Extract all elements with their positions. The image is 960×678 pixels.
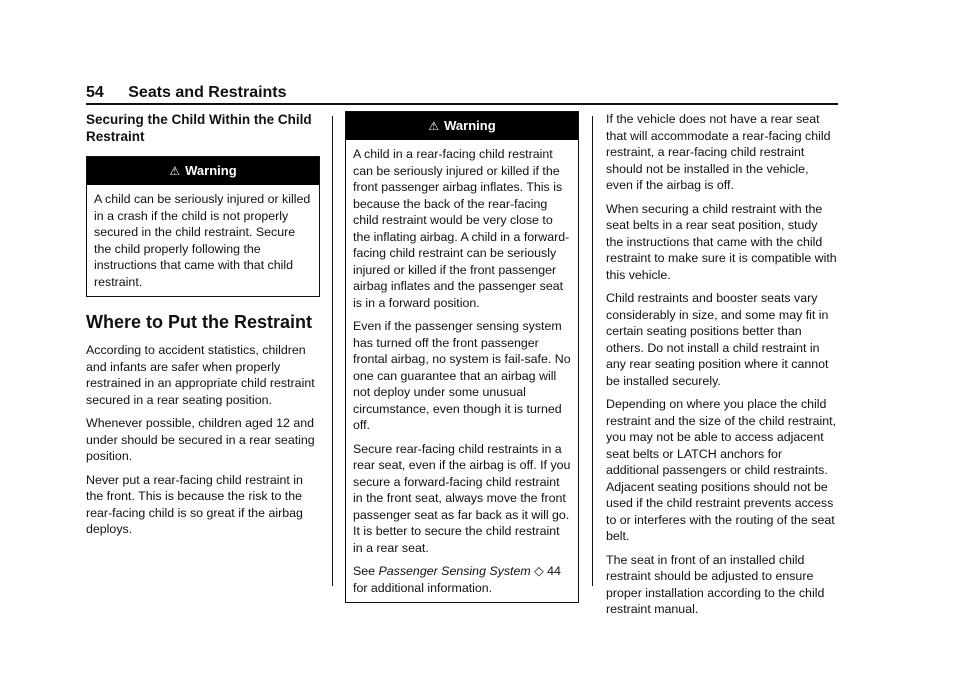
- paragraph: Depending on where you place the child restraint and the size of the child restraint, you may not be able to access adjacent seat belts or LATCH anchors for additional passengers or child restraints. Adjacent seating positions should not be used if the child restraint prevents access to or interferes with the routing of the seat belt.: [606, 397, 837, 543]
- ref-page[interactable]: 44: [547, 564, 561, 578]
- warning-text: A child can be seriously injured or killed in a crash if the child is not properly secured in the child restraint. Secure the child properly following the instructions that came with that child restraint.: [94, 192, 311, 289]
- warning-header: [346, 112, 578, 140]
- column-right: [606, 111, 838, 625]
- warning-box: [345, 111, 579, 603]
- paragraph: If the vehicle does not have a rear seat that will accommodate a rear-facing child restraint, a rear-facing child restraint should not be installed in the vehicle, even if the airbag is off.: [606, 112, 831, 192]
- cross-reference: [353, 563, 572, 596]
- paragraph: When securing a child restraint with the seat belts in a rear seat position, study the instructions that came with the child restraint to make sure it is compatible with this vehicle.: [606, 201, 837, 282]
- warning-paragraph: Even if the passenger sensing system has turned off the front passenger frontal airbag, no system is fail-safe. No one can guarantee that an airbag will not deploy under some unusual circumstance, even though it is turned off.: [353, 319, 571, 432]
- paragraph: The seat in front of an installed child restraint should be adjusted to ensure proper installation according to the child restraint manual.: [606, 552, 825, 616]
- warning-header: [87, 157, 319, 185]
- column-left: [86, 111, 320, 545]
- page-ref-arrow-icon: ◇: [534, 564, 544, 578]
- ref-link[interactable]: Passenger Sensing System: [378, 564, 531, 578]
- warning-paragraph: Secure rear-facing child restraints in a rear seat, even if the airbag is off. If you secure a forward-facing child restraint in the front seat, always move the front passenger seat as far back as it will go. It is better to secure the child restraint in a rear seat.: [353, 441, 571, 555]
- ref-prefix: See: [353, 564, 379, 578]
- section-heading: Where to Put the Restraint: [86, 312, 313, 332]
- warning-body: [346, 140, 578, 602]
- warning-box: [86, 156, 320, 297]
- ref-suffix: for additional information.: [353, 580, 493, 595]
- column-divider: [332, 116, 333, 586]
- warning-body: [87, 185, 319, 296]
- paragraph: Whenever possible, children aged 12 and under should be secured in a rear seating position.: [86, 416, 315, 463]
- column-divider: [592, 116, 593, 586]
- page-header: [86, 84, 287, 102]
- page-number: 54: [86, 84, 104, 101]
- section-title: Seats and Restraints: [128, 84, 287, 101]
- warning-title: Warning: [185, 163, 237, 178]
- warning-icon: ⚠: [169, 164, 181, 178]
- warning-icon: ⚠: [428, 119, 440, 133]
- paragraph: According to accident statistics, children and infants are safer when properly restrained in an appropriate child restraint secured in a rear seating position.: [86, 343, 315, 407]
- warning-paragraph: A child in a rear-facing child restraint can be seriously injured or killed if the front passenger airbag inflates. This is because the back of the rear-facing child restraint would be very close to the inflating airbag. A child in a forward-facing child restraint can be seriously injured or killed if the front passenger airbag inflates and the passenger seat is in a forward position.: [353, 147, 570, 310]
- column-middle: [345, 111, 579, 617]
- warning-title: Warning: [444, 118, 496, 133]
- header-rule: [86, 103, 838, 105]
- subheading: Securing the Child Within the Child Restraint: [86, 112, 312, 144]
- paragraph: Never put a rear-facing child restraint in the front. This is because the risk to the rear-facing child is so great if the airbag deploys.: [86, 472, 303, 536]
- paragraph: Child restraints and booster seats vary considerably in size, and some may fit in certain seating positions better than others. Do not install a child restraint in any rear seating position where it cannot be installed securely.: [606, 291, 829, 388]
